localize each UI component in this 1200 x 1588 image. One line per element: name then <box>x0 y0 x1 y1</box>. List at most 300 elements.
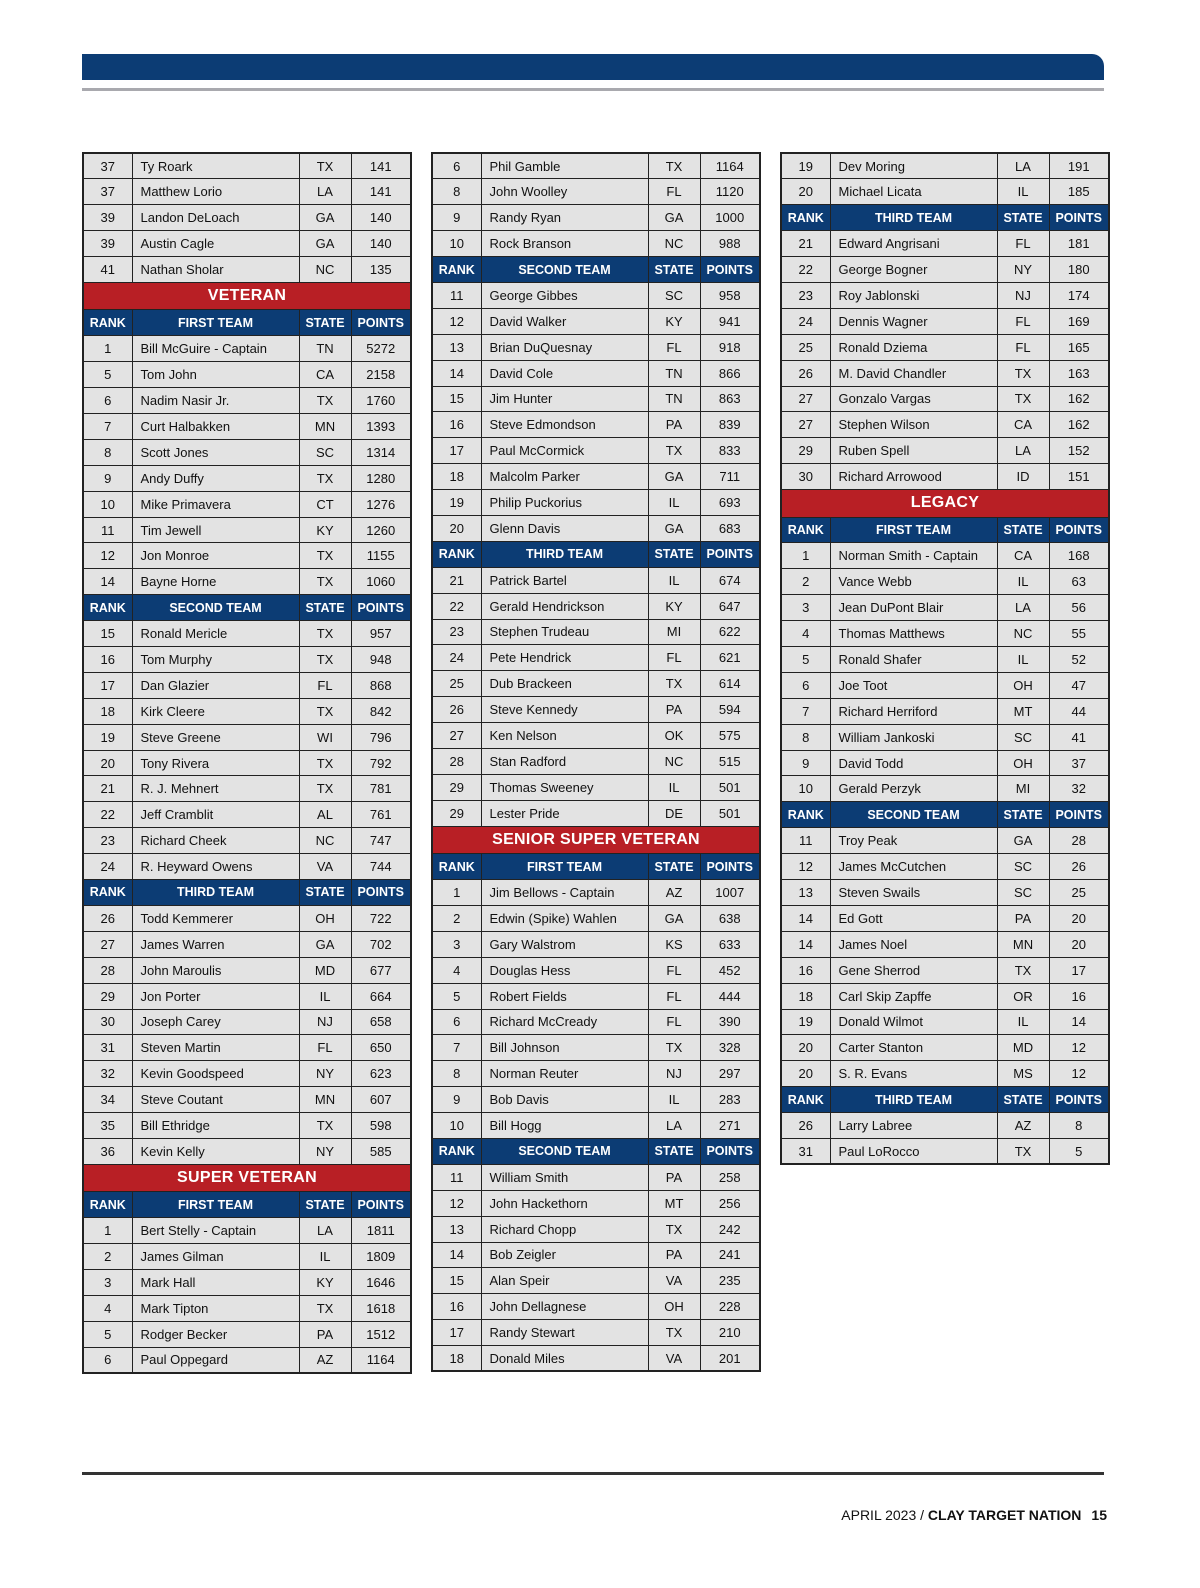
state-cell: AZ <box>648 880 700 906</box>
points-header: POINTS <box>1049 1087 1109 1113</box>
table-row <box>83 1295 411 1321</box>
rank-cell: 8 <box>432 179 481 205</box>
state-cell: FL <box>648 179 700 205</box>
points-cell: 55 <box>1049 621 1109 647</box>
state-cell: NC <box>648 748 700 774</box>
state-cell: ID <box>997 464 1049 490</box>
rank-cell: 11 <box>432 282 481 308</box>
rank-cell: 16 <box>432 412 481 438</box>
table-row <box>781 983 1109 1009</box>
table-row <box>781 776 1109 802</box>
name-cell: Richard Herriford <box>830 698 997 724</box>
points-cell: 210 <box>700 1320 760 1346</box>
table-row <box>432 905 760 931</box>
name-cell: Carter Stanton <box>830 1035 997 1061</box>
points-cell: 452 <box>700 957 760 983</box>
points-cell: 515 <box>700 748 760 774</box>
state-cell: OH <box>997 750 1049 776</box>
table-row <box>781 1061 1109 1087</box>
rank-cell: 21 <box>83 776 132 802</box>
points-cell: 792 <box>351 750 411 776</box>
state-cell: NJ <box>648 1061 700 1087</box>
rank-cell: 1 <box>432 880 481 906</box>
rank-cell: 7 <box>83 414 132 440</box>
points-cell: 25 <box>1049 880 1109 906</box>
state-cell: NY <box>299 1138 351 1164</box>
state-cell: TX <box>299 1295 351 1321</box>
name-cell: Stephen Wilson <box>830 412 997 438</box>
state-cell: IL <box>997 647 1049 673</box>
points-cell: 1120 <box>700 179 760 205</box>
rank-cell: 15 <box>83 621 132 647</box>
state-cell: PA <box>648 697 700 723</box>
table-row <box>781 360 1109 386</box>
points-cell: 1260 <box>351 517 411 543</box>
state-cell: KY <box>648 593 700 619</box>
rank-cell: 29 <box>781 438 830 464</box>
state-cell: TN <box>648 386 700 412</box>
state-cell: LA <box>997 595 1049 621</box>
points-cell: 677 <box>351 957 411 983</box>
table-row <box>432 645 760 671</box>
name-cell: Richard Cheek <box>132 828 299 854</box>
points-header: POINTS <box>700 257 760 283</box>
footer-date: APRIL 2023 / <box>841 1507 928 1523</box>
name-cell: Rodger Becker <box>132 1321 299 1347</box>
state-cell: SC <box>299 439 351 465</box>
table-row <box>432 205 760 231</box>
points-cell: 180 <box>1049 257 1109 283</box>
rank-cell: 10 <box>432 231 481 257</box>
results-table <box>82 152 412 1374</box>
state-cell: KS <box>648 931 700 957</box>
table-row <box>781 957 1109 983</box>
name-cell: Edward Angrisani <box>830 231 997 257</box>
table-row <box>83 828 411 854</box>
footer-rule <box>82 1472 1104 1475</box>
rank-cell: 18 <box>83 698 132 724</box>
rank-cell: 24 <box>83 854 132 880</box>
table-row <box>83 724 411 750</box>
state-cell: LA <box>648 1113 700 1139</box>
table-row <box>83 569 411 595</box>
state-cell: NJ <box>299 1009 351 1035</box>
table-row <box>432 1190 760 1216</box>
table-row <box>781 931 1109 957</box>
points-cell: 941 <box>700 308 760 334</box>
rank-cell: 12 <box>83 543 132 569</box>
rank-cell: 36 <box>83 1138 132 1164</box>
rank-cell: 25 <box>781 334 830 360</box>
header-rule <box>82 88 1104 91</box>
rank-cell: 9 <box>432 205 481 231</box>
results-column-2 <box>431 152 759 1372</box>
table-row <box>432 308 760 334</box>
name-cell: John Hackethorn <box>481 1190 648 1216</box>
rank-cell: 5 <box>781 647 830 673</box>
table-row <box>432 1268 760 1294</box>
state-cell: SC <box>997 880 1049 906</box>
rank-cell: 10 <box>83 491 132 517</box>
name-cell: Glenn Davis <box>481 515 648 541</box>
points-cell: 1314 <box>351 439 411 465</box>
rank-cell: 31 <box>83 1035 132 1061</box>
state-cell: TX <box>299 1113 351 1139</box>
name-cell: Vance Webb <box>830 569 997 595</box>
rank-cell: 19 <box>432 490 481 516</box>
state-cell: TX <box>299 388 351 414</box>
table-row <box>432 619 760 645</box>
name-cell: Todd Kemmerer <box>132 905 299 931</box>
points-cell: 621 <box>700 645 760 671</box>
points-cell: 56 <box>1049 595 1109 621</box>
name-cell: Bob Zeigler <box>481 1242 648 1268</box>
rank-cell: 16 <box>432 1294 481 1320</box>
points-cell: 162 <box>1049 412 1109 438</box>
table-row <box>432 334 760 360</box>
team-header: SECOND TEAM <box>132 595 299 621</box>
table-row <box>83 543 411 569</box>
table-row <box>432 1242 760 1268</box>
rank-cell: 19 <box>781 1009 830 1035</box>
points-header: POINTS <box>700 541 760 567</box>
name-cell: David Todd <box>830 750 997 776</box>
table-row <box>432 1346 760 1372</box>
table-row <box>83 698 411 724</box>
table-row <box>781 698 1109 724</box>
table-row <box>83 983 411 1009</box>
header-banner <box>82 54 1104 80</box>
page-number: 15 <box>1091 1507 1107 1523</box>
points-cell: 868 <box>351 672 411 698</box>
team-header-row <box>781 517 1109 543</box>
team-header-row <box>432 854 760 880</box>
table-row <box>83 854 411 880</box>
state-cell: TX <box>997 386 1049 412</box>
points-cell: 5272 <box>351 336 411 362</box>
table-row <box>432 490 760 516</box>
table-row <box>781 153 1109 179</box>
name-cell: Carl Skip Zapffe <box>830 983 997 1009</box>
name-cell: John Maroulis <box>132 957 299 983</box>
points-cell: 297 <box>700 1061 760 1087</box>
name-cell: R. J. Mehnert <box>132 776 299 802</box>
rank-cell: 10 <box>432 1113 481 1139</box>
points-cell: 37 <box>1049 750 1109 776</box>
state-cell: FL <box>648 1009 700 1035</box>
rank-cell: 29 <box>432 800 481 826</box>
team-header: FIRST TEAM <box>481 854 648 880</box>
points-cell: 918 <box>700 334 760 360</box>
name-cell: Philip Puckorius <box>481 490 648 516</box>
points-cell: 271 <box>700 1113 760 1139</box>
rank-cell: 11 <box>83 517 132 543</box>
table-row <box>432 464 760 490</box>
points-cell: 181 <box>1049 231 1109 257</box>
name-cell: Landon DeLoach <box>132 205 299 231</box>
table-row <box>83 1113 411 1139</box>
points-cell: 623 <box>351 1061 411 1087</box>
table-row <box>781 464 1109 490</box>
state-cell: IL <box>997 179 1049 205</box>
rank-cell: 3 <box>83 1270 132 1296</box>
name-cell: Matthew Lorio <box>132 179 299 205</box>
table-row <box>83 750 411 776</box>
state-cell: GA <box>997 828 1049 854</box>
name-cell: George Bogner <box>830 257 997 283</box>
points-header: POINTS <box>1049 517 1109 543</box>
division-title: SENIOR SUPER VETERAN <box>432 826 760 854</box>
points-cell: 2158 <box>351 362 411 388</box>
rank-cell: 11 <box>432 1164 481 1190</box>
points-cell: 5 <box>1049 1138 1109 1164</box>
rank-cell: 2 <box>83 1244 132 1270</box>
rank-cell: 30 <box>781 464 830 490</box>
state-cell: TX <box>299 621 351 647</box>
rank-cell: 26 <box>781 1113 830 1139</box>
name-cell: Jean DuPont Blair <box>830 595 997 621</box>
table-row <box>83 1321 411 1347</box>
points-cell: 283 <box>700 1087 760 1113</box>
rank-header: RANK <box>83 595 132 621</box>
magazine-title: CLAY TARGET NATION <box>927 1507 1082 1523</box>
state-cell: NC <box>299 257 351 283</box>
state-cell: CA <box>997 412 1049 438</box>
points-cell: 140 <box>351 231 411 257</box>
rank-cell: 13 <box>781 880 830 906</box>
table-row <box>781 231 1109 257</box>
table-row <box>432 282 760 308</box>
name-cell: Jeff Cramblit <box>132 802 299 828</box>
state-cell: NY <box>997 257 1049 283</box>
rank-cell: 26 <box>83 905 132 931</box>
table-row <box>432 1061 760 1087</box>
table-row <box>781 672 1109 698</box>
points-cell: 693 <box>700 490 760 516</box>
rank-cell: 15 <box>432 386 481 412</box>
table-row <box>83 439 411 465</box>
state-cell: PA <box>299 1321 351 1347</box>
points-cell: 575 <box>700 723 760 749</box>
rank-cell: 35 <box>83 1113 132 1139</box>
table-row <box>432 438 760 464</box>
state-cell: MD <box>299 957 351 983</box>
name-cell: James Warren <box>132 931 299 957</box>
name-cell: Gene Sherrod <box>830 957 997 983</box>
state-cell: NC <box>648 231 700 257</box>
table-row <box>432 983 760 1009</box>
rank-header: RANK <box>83 880 132 906</box>
rank-cell: 9 <box>432 1087 481 1113</box>
state-cell: IL <box>648 774 700 800</box>
name-cell: Paul McCormick <box>481 438 648 464</box>
points-cell: 1000 <box>700 205 760 231</box>
state-cell: FL <box>997 308 1049 334</box>
rank-cell: 20 <box>781 179 830 205</box>
state-cell: MI <box>648 619 700 645</box>
table-row <box>432 231 760 257</box>
points-cell: 1280 <box>351 465 411 491</box>
state-cell: TX <box>997 1138 1049 1164</box>
name-cell: Mark Hall <box>132 1270 299 1296</box>
rank-cell: 14 <box>432 1242 481 1268</box>
rank-cell: 1 <box>781 543 830 569</box>
table-row <box>781 880 1109 906</box>
rank-cell: 6 <box>83 1347 132 1373</box>
points-cell: 796 <box>351 724 411 750</box>
points-cell: 152 <box>1049 438 1109 464</box>
state-header: STATE <box>997 517 1049 543</box>
points-cell: 683 <box>700 515 760 541</box>
name-cell: Curt Halbakken <box>132 414 299 440</box>
points-cell: 622 <box>700 619 760 645</box>
state-cell: TN <box>299 336 351 362</box>
table-row <box>432 593 760 619</box>
rank-cell: 3 <box>432 931 481 957</box>
points-cell: 44 <box>1049 698 1109 724</box>
points-cell: 585 <box>351 1138 411 1164</box>
state-header: STATE <box>997 205 1049 231</box>
name-cell: Jon Monroe <box>132 543 299 569</box>
name-cell: Ed Gott <box>830 905 997 931</box>
state-cell: OH <box>997 672 1049 698</box>
table-row <box>781 1138 1109 1164</box>
team-header: FIRST TEAM <box>132 1192 299 1218</box>
points-cell: 163 <box>1049 360 1109 386</box>
results-column-3 <box>780 152 1108 1165</box>
points-cell: 1393 <box>351 414 411 440</box>
points-cell: 866 <box>700 360 760 386</box>
state-header: STATE <box>997 1087 1049 1113</box>
name-cell: Jim Bellows - Captain <box>481 880 648 906</box>
points-cell: 747 <box>351 828 411 854</box>
state-cell: IL <box>648 567 700 593</box>
state-cell: GA <box>648 905 700 931</box>
rank-header: RANK <box>83 1192 132 1218</box>
table-row <box>432 957 760 983</box>
state-cell: VA <box>648 1346 700 1372</box>
rank-cell: 14 <box>781 905 830 931</box>
name-cell: Lester Pride <box>481 800 648 826</box>
points-cell: 1512 <box>351 1321 411 1347</box>
rank-cell: 18 <box>432 1346 481 1372</box>
state-cell: TX <box>648 438 700 464</box>
points-cell: 1811 <box>351 1218 411 1244</box>
state-cell: MD <box>997 1035 1049 1061</box>
points-cell: 390 <box>700 1009 760 1035</box>
team-header-row <box>83 1192 411 1218</box>
points-cell: 614 <box>700 671 760 697</box>
name-cell: Richard Chopp <box>481 1216 648 1242</box>
state-cell: AZ <box>997 1113 1049 1139</box>
points-cell: 32 <box>1049 776 1109 802</box>
state-cell: TX <box>299 465 351 491</box>
rank-cell: 19 <box>781 153 830 179</box>
points-cell: 607 <box>351 1087 411 1113</box>
table-row <box>781 412 1109 438</box>
rank-cell: 14 <box>432 360 481 386</box>
name-cell: Ken Nelson <box>481 723 648 749</box>
name-cell: Tom John <box>132 362 299 388</box>
state-header: STATE <box>299 310 351 336</box>
state-cell: OR <box>997 983 1049 1009</box>
rank-cell: 13 <box>432 334 481 360</box>
name-cell: Jon Porter <box>132 983 299 1009</box>
name-cell: Stan Radford <box>481 748 648 774</box>
name-cell: R. Heyward Owens <box>132 854 299 880</box>
name-cell: Rock Branson <box>481 231 648 257</box>
table-row <box>781 282 1109 308</box>
table-row <box>83 388 411 414</box>
state-cell: FL <box>648 957 700 983</box>
points-cell: 256 <box>700 1190 760 1216</box>
name-cell: M. David Chandler <box>830 360 997 386</box>
name-cell: Thomas Matthews <box>830 621 997 647</box>
rank-cell: 9 <box>83 465 132 491</box>
name-cell: Ty Roark <box>132 153 299 179</box>
name-cell: Patrick Bartel <box>481 567 648 593</box>
rank-cell: 20 <box>83 750 132 776</box>
rank-header: RANK <box>781 1087 830 1113</box>
table-row <box>83 1061 411 1087</box>
state-cell: GA <box>648 464 700 490</box>
table-row <box>83 1009 411 1035</box>
table-row <box>432 1113 760 1139</box>
name-cell: George Gibbes <box>481 282 648 308</box>
state-cell: FL <box>648 983 700 1009</box>
points-cell: 1155 <box>351 543 411 569</box>
rank-cell: 17 <box>432 438 481 464</box>
table-row <box>83 153 411 179</box>
name-cell: Randy Ryan <box>481 205 648 231</box>
team-header-row <box>781 802 1109 828</box>
table-row <box>83 465 411 491</box>
points-cell: 141 <box>351 179 411 205</box>
points-cell: 833 <box>700 438 760 464</box>
team-header: THIRD TEAM <box>481 541 648 567</box>
name-cell: Paul LoRocco <box>830 1138 997 1164</box>
points-cell: 658 <box>351 1009 411 1035</box>
rank-cell: 4 <box>432 957 481 983</box>
points-header: POINTS <box>1049 205 1109 231</box>
points-cell: 141 <box>351 153 411 179</box>
team-header-row <box>83 880 411 906</box>
name-cell: Thomas Sweeney <box>481 774 648 800</box>
state-header: STATE <box>299 595 351 621</box>
name-cell: Norman Smith - Captain <box>830 543 997 569</box>
name-cell: Phil Gamble <box>481 153 648 179</box>
points-cell: 1646 <box>351 1270 411 1296</box>
name-cell: Pete Hendrick <box>481 645 648 671</box>
points-cell: 1276 <box>351 491 411 517</box>
state-cell: OH <box>648 1294 700 1320</box>
table-row <box>781 257 1109 283</box>
name-cell: Richard McCready <box>481 1009 648 1035</box>
name-cell: Dan Glazier <box>132 672 299 698</box>
table-row <box>781 750 1109 776</box>
team-header: FIRST TEAM <box>830 517 997 543</box>
rank-cell: 2 <box>781 569 830 595</box>
state-header: STATE <box>299 880 351 906</box>
table-row <box>781 1035 1109 1061</box>
rank-cell: 6 <box>781 672 830 698</box>
points-header: POINTS <box>700 1138 760 1164</box>
points-cell: 168 <box>1049 543 1109 569</box>
rank-cell: 18 <box>432 464 481 490</box>
points-cell: 674 <box>700 567 760 593</box>
state-cell: KY <box>648 308 700 334</box>
name-cell: Scott Jones <box>132 439 299 465</box>
